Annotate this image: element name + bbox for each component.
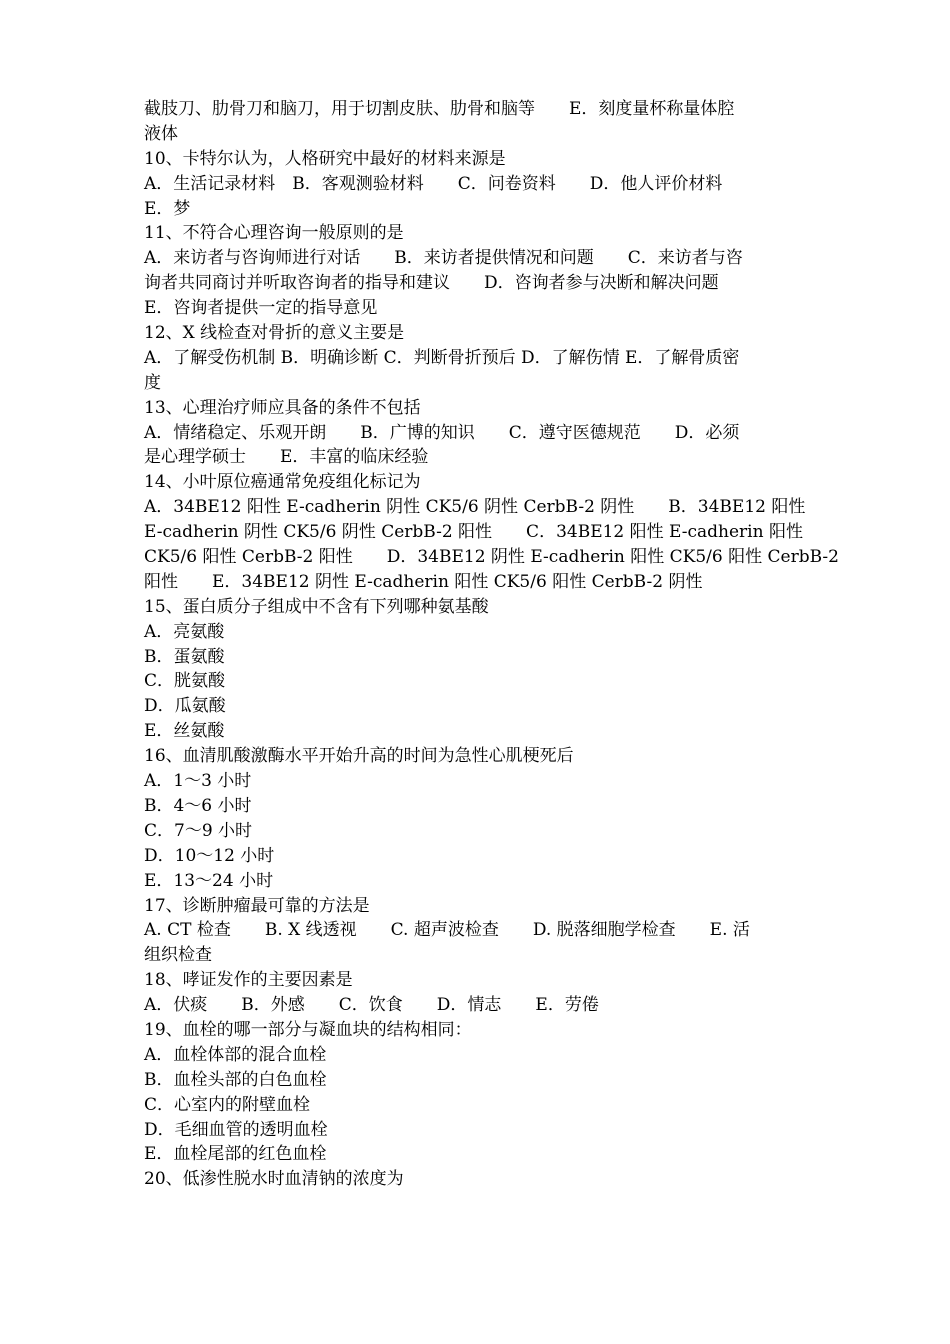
- answer-option: A．1～3 小时: [144, 771, 252, 792]
- question-line: 16、血清肌酸激酶水平开始升高的时间为急性心肌梗死后: [144, 746, 574, 767]
- answer-options-line: E-cadherin 阴性 CK5/6 阴性 CerbB-2 阳性 C．34BE12 阳性 E-cadherin 阳性: [144, 522, 803, 543]
- question-line: 13、心理治疗师应具备的条件不包括: [144, 397, 421, 418]
- answer-option: A．亮氨酸: [144, 621, 225, 642]
- answer-options-line: 是心理学硕士 E．丰富的临床经验: [144, 447, 429, 468]
- answer-options-line: 询者共同商讨并听取咨询者的指导和建议 D．咨询者参与决断和解决问题: [144, 273, 719, 294]
- answer-option: E．13～24 小时: [144, 870, 274, 891]
- document-body: [144, 97, 839, 1192]
- answer-options-line: A．34BE12 阳性 E-cadherin 阴性 CK5/6 阴性 CerbB-2 阴性 B．34BE12 阳性: [144, 497, 806, 518]
- question-line: 10、卡特尔认为，人格研究中最好的材料来源是: [144, 148, 506, 169]
- answer-options-line: A．生活记录材料 B．客观测验材料 C．问卷资料 D．他人评价材料: [144, 173, 723, 194]
- text-line: 截肢刀、肋骨刀和脑刀，用于切割皮肤、肋骨和脑等 E．刻度量杯称量体腔: [144, 99, 735, 119]
- answer-option: E．血栓尾部的红色血栓: [144, 1144, 327, 1165]
- answer-options-line: E．梦: [144, 198, 191, 219]
- answer-option: B．蛋氨酸: [144, 646, 225, 667]
- answer-options-line: A．来访者与咨询师进行对话 B．来访者提供情况和问题 C．来访者与咨: [144, 248, 743, 269]
- answer-options-line: A. CT 检查 B. X 线透视 C. 超声波检查 D. 脱落细胞学检查 E. 活: [144, 920, 750, 941]
- answer-options-line: 度: [144, 372, 161, 393]
- answer-options-line: A．情绪稳定、乐观开朗 B．广博的知识 C．遵守医德规范 D．必须: [144, 422, 740, 443]
- answer-option: E．丝氨酸: [144, 721, 225, 742]
- question-line: 14、小叶原位癌通常免疫组化标记为: [144, 472, 421, 493]
- text-line: 液体: [144, 123, 178, 144]
- answer-options-line: CK5/6 阳性 CerbB-2 阳性 D．34BE12 阴性 E-cadherin 阳性 CK5/6 阳性 CerbB-2: [144, 547, 839, 568]
- answer-option: D．瓜氨酸: [144, 696, 226, 717]
- question-line: 20、低渗性脱水时血清钠的浓度为: [144, 1169, 404, 1190]
- question-line: 17、诊断肿瘤最可靠的方法是: [144, 895, 370, 916]
- answer-options-line: 组织检查: [144, 945, 212, 966]
- answer-option: C．胱氨酸: [144, 671, 226, 692]
- answer-options-line: 阳性 E．34BE12 阴性 E-cadherin 阳性 CK5/6 阳性 CerbB-2 阴性: [144, 571, 703, 592]
- answer-options-line: A．伏痰 B．外感 C．饮食 D．情志 E．劳倦: [144, 995, 599, 1016]
- answer-option: C．心室内的附壁血栓: [144, 1094, 311, 1115]
- question-line: 12、X 线检查对骨折的意义主要是: [144, 323, 405, 344]
- answer-options-line: A．了解受伤机制 B．明确诊断 C．判断骨折预后 D．了解伤情 E．了解骨质密: [144, 347, 740, 368]
- answer-options-line: E．咨询者提供一定的指导意见: [144, 298, 378, 319]
- answer-option: D．毛细血管的透明血栓: [144, 1119, 328, 1140]
- answer-option: D．10～12 小时: [144, 845, 275, 866]
- answer-option: B．4～6 小时: [144, 795, 252, 816]
- question-line: 19、血栓的哪一部分与凝血块的结构相同：: [144, 1019, 472, 1040]
- answer-option: B．血栓头部的白色血栓: [144, 1069, 327, 1090]
- answer-option: C．7～9 小时: [144, 820, 253, 841]
- question-line: 11、不符合心理咨询一般原则的是: [144, 223, 404, 244]
- question-line: 18、哮证发作的主要因素是: [144, 970, 353, 991]
- answer-option: A．血栓体部的混合血栓: [144, 1044, 327, 1065]
- question-line: 15、蛋白质分子组成中不含有下列哪种氨基酸: [144, 596, 489, 617]
